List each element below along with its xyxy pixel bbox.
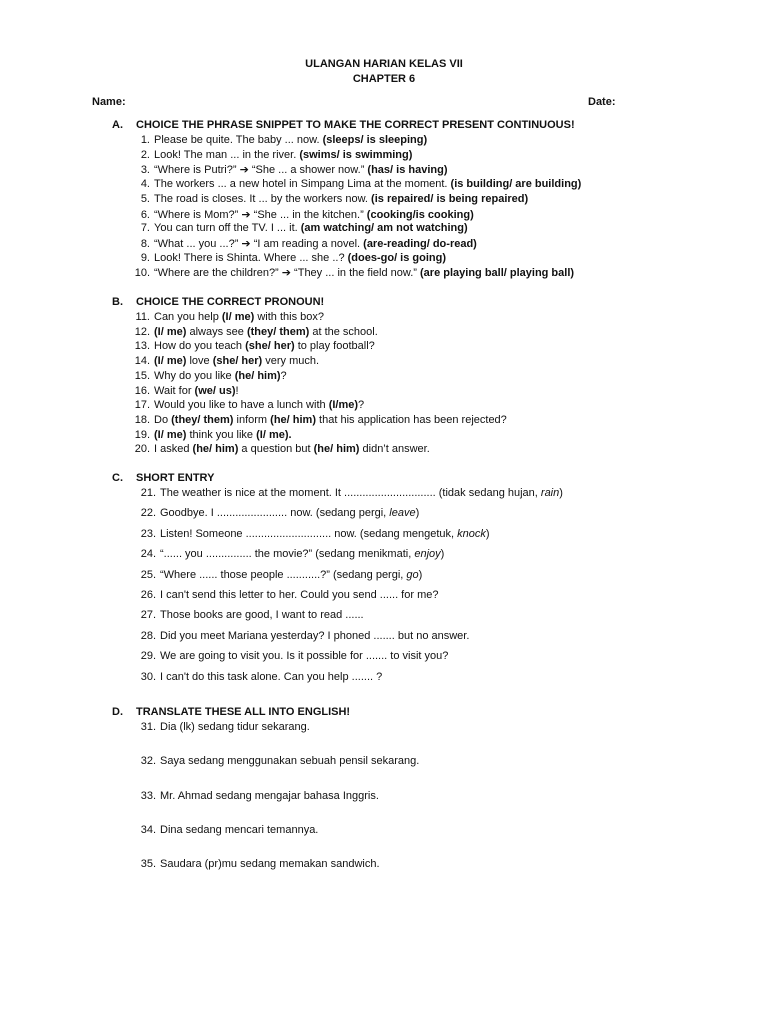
item-number: 1. (140, 134, 150, 146)
item-text: ) (418, 568, 423, 581)
list-item (128, 340, 375, 352)
answer-choice: (he/ him) (313, 443, 360, 456)
item-text: Did you meet Mariana yesterday? I phoned ....... but no answer. (160, 629, 470, 642)
list-item (134, 824, 318, 836)
answer-choice: (I/ me) (154, 428, 187, 441)
answer-choice: (he/ him) (192, 443, 239, 456)
item-text: ? (358, 399, 365, 412)
item-text: inform (233, 413, 271, 426)
list-item (134, 569, 422, 581)
item-text: Why do you like (154, 369, 235, 382)
list-item (134, 528, 490, 540)
item-number: 19. (134, 428, 150, 441)
item-text: ) (440, 548, 445, 561)
list-item (128, 208, 474, 221)
item-text: The weather is nice at the moment. It .............................. (tidak sedang hujan, (160, 487, 541, 499)
list-item (128, 149, 412, 161)
item-text: Saudara (pr)mu sedang memakan sandwich. (160, 858, 380, 871)
item-text: love (186, 355, 213, 368)
item-text: You can turn off the TV. I ... it. (154, 222, 301, 235)
item-text: Can you help (154, 311, 222, 323)
item-text: Do (154, 413, 172, 426)
item-text: very much. (262, 355, 320, 368)
list-item (128, 414, 507, 426)
item-text: Saya sedang menggunakan sebuah pensil sekarang. (160, 755, 420, 768)
list-item (128, 178, 581, 190)
item-number: 20. (134, 443, 150, 456)
answer-choice: (are playing ball/ playing ball) (420, 267, 575, 280)
list-item (134, 487, 563, 499)
list-item (128, 385, 239, 397)
answer-choice: (she/ her) (212, 355, 263, 368)
item-number: 24. (140, 548, 156, 561)
list-item (134, 507, 419, 519)
item-number: 29. (140, 650, 156, 663)
list-item (128, 370, 287, 382)
item-text: that his application has been rejected? (316, 413, 507, 426)
item-text: Dia (lk) sedang tidur sekarang. (160, 721, 310, 733)
item-text: “...... you ............... the movie?” (sedang menikmati, (160, 548, 415, 561)
section-letter: B. (112, 296, 123, 308)
item-text: Listen! Someone ............................ now. (sedang mengetuk, (160, 527, 458, 540)
arrow-icon: ➔ (281, 267, 291, 280)
answer-choice: (she/ her) (245, 340, 295, 353)
chapter-title: CHAPTER 6 (352, 73, 416, 85)
list-item (128, 163, 448, 176)
item-text: ) (415, 507, 420, 520)
hint-verb: leave (389, 507, 416, 520)
item-number: 23. (140, 527, 156, 540)
item-number: 28. (140, 629, 156, 642)
item-text: ? (280, 369, 287, 382)
list-item (128, 311, 324, 323)
list-item (134, 630, 469, 642)
section-letter: A. (112, 119, 123, 131)
item-text: at the school. (309, 325, 378, 338)
section-letter: C. (112, 472, 123, 484)
item-text: “What ... you ...?” (154, 237, 242, 250)
list-item (128, 193, 528, 205)
item-number: 9. (140, 251, 150, 264)
hint-verb: rain (540, 487, 560, 499)
answer-choice: (they/ them) (246, 325, 310, 338)
answer-choice: (cooking/is cooking) (366, 208, 474, 221)
answer-choice: (I/ me). (256, 428, 292, 441)
answer-choice: (has/ is having) (367, 164, 448, 177)
list-item (128, 252, 446, 264)
item-text: “Where are the children?” (154, 267, 282, 280)
section-title: SHORT ENTRY (136, 472, 215, 484)
section-title: CHOICE THE PHRASE SNIPPET TO MAKE THE CORRECT PRESENT CONTINUOUS! (136, 119, 575, 131)
list-item (128, 443, 430, 455)
item-number: 8. (140, 237, 150, 250)
answer-choice: (they/ them) (171, 413, 234, 426)
item-number: 16. (134, 384, 150, 397)
list-item (134, 609, 364, 621)
answer-choice: (we/ us) (194, 384, 236, 397)
section-title: CHOICE THE CORRECT PRONOUN! (136, 296, 325, 308)
answer-choice: (does-go/ is going) (347, 251, 447, 264)
answer-choice: (is building/ are building) (450, 178, 582, 191)
item-number: 13. (134, 340, 150, 353)
item-text: always see (186, 325, 247, 338)
arrow-icon: ➔ (241, 208, 251, 221)
arrow-icon: ➔ (239, 164, 249, 177)
item-text: “Where is Putri?” (154, 164, 240, 177)
item-number: 25. (140, 568, 156, 581)
item-number: 10. (134, 267, 150, 280)
item-number: 26. (140, 589, 156, 601)
item-text: “They ... in the field now.” (291, 267, 421, 280)
date-label: Date: (588, 96, 616, 108)
item-text: to play football? (294, 340, 375, 353)
item-text: a question but (238, 443, 314, 456)
list-item (134, 589, 438, 601)
item-text: with this box? (254, 311, 324, 323)
item-number: 17. (134, 399, 150, 412)
item-text: ! (235, 384, 239, 397)
item-text: Mr. Ahmad sedang mengajar bahasa Inggris. (160, 789, 379, 802)
item-text: “She ... in the kitchen.” (250, 208, 367, 221)
name-label: Name: (92, 96, 126, 108)
item-number: 27. (140, 609, 156, 622)
item-number: 7. (140, 222, 150, 235)
item-text: ) (559, 487, 563, 499)
item-number: 31. (140, 721, 156, 733)
answer-choice: (I/ me) (221, 311, 255, 323)
answer-choice: (I/ me) (154, 325, 187, 338)
item-text: Goodbye. I ....................... now. (sedang pergi, (160, 507, 390, 520)
item-text: didn’t answer. (359, 443, 430, 456)
item-number: 11. (135, 311, 150, 323)
answer-choice: (is repaired/ is being repaired) (371, 192, 529, 205)
item-number: 14. (134, 355, 150, 368)
item-number: 12. (134, 325, 150, 338)
item-text: Dina sedang mencari temannya. (160, 823, 319, 836)
section-letter: D. (112, 706, 123, 718)
item-number: 2. (140, 148, 150, 161)
list-item (134, 671, 382, 683)
list-item (128, 237, 477, 250)
item-number: 6. (140, 208, 150, 221)
list-item (134, 650, 448, 662)
item-text: The workers ... a new hotel in Simpang Lima at the moment. (154, 178, 451, 191)
item-number: 35. (140, 858, 156, 871)
item-text: Look! The man ... in the river. (154, 148, 300, 161)
item-text: The road is closes. It ... by the workers now. (154, 192, 372, 205)
item-number: 22. (140, 507, 156, 520)
list-item (128, 326, 378, 338)
answer-choice: (he/ him) (234, 369, 281, 382)
item-text: Those books are good, I want to read ...... (160, 609, 364, 622)
list-item (128, 355, 319, 367)
item-number: 21. (140, 487, 156, 499)
answer-choice: (am watching/ am not watching) (300, 222, 468, 235)
item-number: 5. (140, 192, 150, 205)
item-number: 15. (134, 369, 150, 382)
item-number: 4. (140, 178, 150, 191)
item-number: 32. (140, 755, 156, 768)
item-text: Please be quite. The baby ... now. (154, 134, 323, 146)
worksheet-title: ULANGAN HARIAN KELAS VII (305, 58, 463, 70)
item-text: Look! There is Shinta. Where ... she ..? (154, 251, 348, 264)
item-text: How do you teach (154, 340, 246, 353)
item-text: “Where is Mom?” (154, 208, 242, 221)
item-text: I asked (154, 443, 193, 456)
item-number: 34. (140, 823, 156, 836)
item-number: 18. (134, 413, 150, 426)
section-title: TRANSLATE THESE ALL INTO ENGLISH! (136, 706, 351, 718)
list-item (134, 721, 310, 733)
item-text: We are going to visit you. Is it possible for ....... to visit you? (160, 650, 449, 663)
answer-choice: (swims/ is swimming) (299, 148, 413, 161)
item-text: “Where ...... those people ...........?” (sedang pergi, (160, 568, 407, 581)
answer-choice: (are-reading/ do-read) (363, 237, 477, 250)
item-text: I can't do this task alone. Can you help ....... ? (160, 670, 383, 683)
list-item (134, 790, 379, 802)
item-text: ) (485, 527, 490, 540)
arrow-icon: ➔ (241, 237, 251, 250)
hint-verb: go (406, 568, 419, 581)
list-item (134, 858, 380, 870)
item-number: 33. (140, 789, 156, 802)
list-item (128, 134, 427, 146)
item-text: Would you like to have a lunch with (154, 399, 329, 412)
answer-choice: (I/me) (328, 399, 359, 412)
hint-verb: enjoy (414, 548, 441, 561)
item-text: think you like (186, 428, 257, 441)
list-item (134, 755, 419, 767)
list-item (128, 266, 574, 279)
item-text: “I am reading a novel. (250, 237, 364, 250)
list-item (134, 548, 444, 560)
answer-choice: (sleeps/ is sleeping) (322, 134, 428, 146)
list-item (128, 429, 292, 441)
hint-verb: knock (457, 527, 486, 540)
answer-choice: (I/ me) (154, 355, 187, 368)
item-text: “She ... a shower now.” (248, 164, 368, 177)
item-text: I can't send this letter to her. Could you send ...... for me? (160, 589, 439, 601)
item-text: Wait for (154, 384, 195, 397)
answer-choice: (he/ him) (270, 413, 316, 426)
item-number: 30. (140, 670, 156, 683)
item-number: 3. (140, 164, 150, 177)
list-item (128, 399, 364, 411)
list-item (128, 222, 468, 234)
